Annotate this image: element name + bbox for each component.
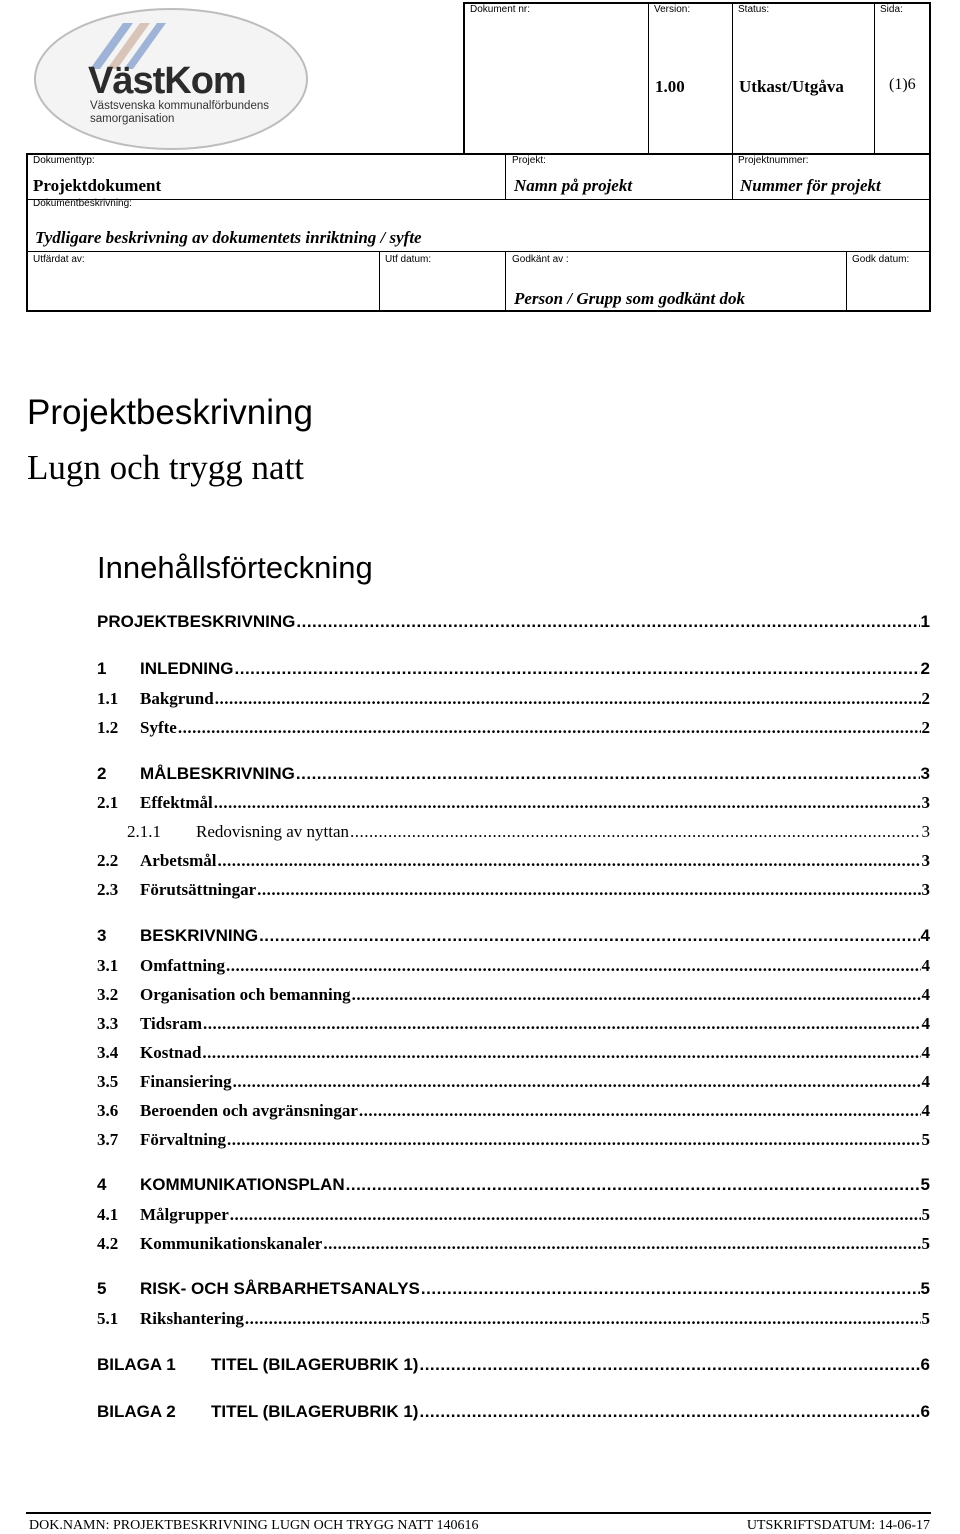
- toc-entry[interactable]: 2 MÅLBESKRIVNING ..... 3: [97, 764, 930, 784]
- project-value: Namn på projekt: [514, 176, 633, 195]
- docdesc-label: Dokumentbeskrivning:: [33, 198, 132, 209]
- page-subtitle: Lugn och trygg natt: [27, 448, 305, 487]
- toc-entry[interactable]: 5 RISK- OCH SÅRBARHETSANALYS ..... 5: [97, 1279, 930, 1299]
- page-label: Sida:: [880, 4, 903, 15]
- toc-entry[interactable]: 3.4 Kostnad ..... 4: [97, 1043, 930, 1063]
- toc-entry[interactable]: 2.1 Effektmål ..... 3: [97, 793, 930, 813]
- approved-date-label: Godk datum:: [852, 254, 910, 265]
- doctype-label: Dokumenttyp:: [33, 155, 95, 166]
- toc-entry[interactable]: 1 INLEDNING ..... 2: [97, 659, 930, 679]
- toc-entry[interactable]: 4.2 Kommunikationskanaler ..... 5: [97, 1234, 930, 1254]
- issued-by-label: Utfärdat av:: [33, 254, 85, 265]
- projnum-value: Nummer för projekt: [740, 176, 881, 195]
- toc-entry[interactable]: 2.2 Arbetsmål ..... 3: [97, 851, 930, 871]
- footer-printdate: UTSKRIFTSDATUM: 14-06-17: [746, 1518, 930, 1533]
- projnum-label: Projektnummer:: [738, 155, 809, 166]
- issued-date-label: Utf datum:: [385, 254, 432, 265]
- logo-tagline-2: samorganisation: [90, 113, 175, 125]
- toc-entry[interactable]: 3.2 Organisation och bemanning ..... 4: [97, 985, 930, 1005]
- logo-brand-text: VästKom: [88, 60, 246, 102]
- page-value: (1)6: [889, 76, 916, 93]
- toc-heading: Innehållsförteckning: [97, 550, 373, 585]
- toc-entry[interactable]: 4 KOMMUNIKATIONSPLAN ..... 5: [97, 1175, 930, 1195]
- footer-docname: DOK.NAMN: PROJEKTBESKRIVNING LUGN OCH TRYGG NATT 140616: [29, 1518, 479, 1533]
- status-value: Utkast/Utgåva: [739, 77, 844, 96]
- approved-by-value: Person / Grupp som godkänt dok: [514, 289, 745, 308]
- toc-entry[interactable]: BILAGA 2 TITEL (BILAGERUBRIK 1) ..... 6: [97, 1402, 930, 1422]
- toc-entry[interactable]: 3.7 Förvaltning ..... 5: [97, 1130, 930, 1150]
- doctype-value: Projektdokument: [33, 176, 162, 195]
- toc-entry[interactable]: 3 BESKRIVNING ..... 4: [97, 926, 930, 946]
- toc-entry[interactable]: 3.6 Beroenden och avgränsningar ..... 4: [97, 1101, 930, 1121]
- version-label: Version:: [654, 4, 691, 15]
- doc-nr-label: Dokument nr:: [470, 4, 531, 15]
- toc-entry[interactable]: 3.1 Omfattning ..... 4: [97, 956, 930, 976]
- toc-entry[interactable]: 1.1 Bakgrund ..... 2: [97, 689, 930, 709]
- toc-entry[interactable]: 4.1 Målgrupper ..... 5: [97, 1205, 930, 1225]
- toc-entry[interactable]: 5.1 Rikshantering ..... 5: [97, 1309, 930, 1329]
- toc-entry[interactable]: PROJEKTBESKRIVNING ..... 1: [97, 612, 930, 632]
- page-title: Projektbeskrivning: [27, 393, 313, 432]
- footer-divider: [26, 1512, 931, 1514]
- project-label: Projekt:: [512, 155, 546, 166]
- toc-entry[interactable]: 2.3 Förutsättningar ..... 3: [97, 880, 930, 900]
- meta-box: [463, 2, 931, 155]
- approved-by-label: Godkänt av :: [512, 254, 569, 265]
- toc-entry[interactable]: 2.1.1 Redovisning av nyttan ..... 3: [127, 822, 930, 842]
- toc-entry[interactable]: BILAGA 1 TITEL (BILAGERUBRIK 1) ..... 6: [97, 1355, 930, 1375]
- toc-entry[interactable]: 1.2 Syfte ..... 2: [97, 718, 930, 738]
- toc-entry[interactable]: 3.5 Finansiering ..... 4: [97, 1072, 930, 1092]
- version-value: 1.00: [655, 77, 685, 96]
- status-label: Status:: [738, 4, 770, 15]
- docdesc-value: Tydligare beskrivning av dokumentets inriktning / syfte: [35, 228, 422, 247]
- toc-entry[interactable]: 3.3 Tidsram ..... 4: [97, 1014, 930, 1034]
- logo-tagline-1: Västsvenska kommunalförbundens: [90, 100, 269, 112]
